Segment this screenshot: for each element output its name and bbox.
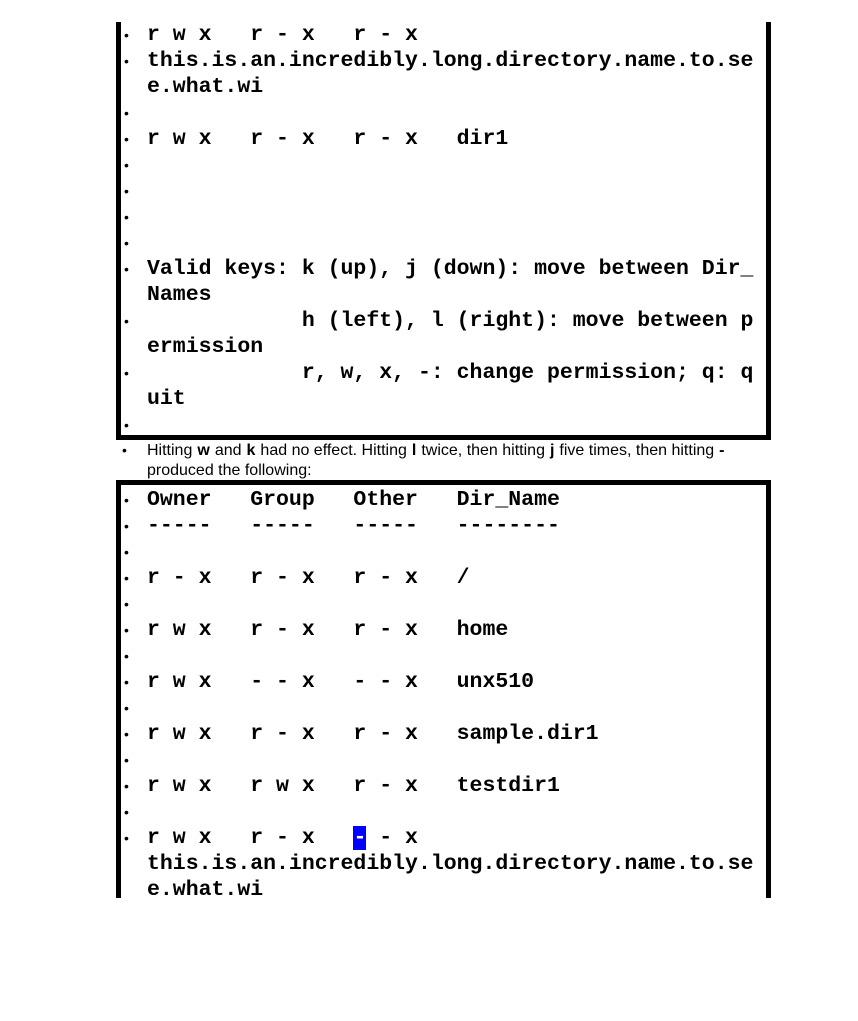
table-row: • r w x r w x r - x testdir1 (121, 773, 766, 799)
table-row: • r w x - - x - - x unx510 (121, 669, 766, 695)
table-row: • r - x r - x r - x / (121, 565, 766, 591)
help-line: • h (left), l (right): move between permission (121, 308, 766, 360)
terminal-line: • r w x r - x r - x dir1 (121, 126, 766, 152)
directory-name: this.is.an.incredibly.long.directory.name.to.see.what.wi (147, 49, 754, 99)
terminal-line (121, 591, 766, 617)
terminal-line (121, 412, 766, 438)
narration-list (116, 441, 756, 480)
key-k: k (246, 442, 256, 459)
terminal-screen-before (116, 22, 771, 440)
table-row: • r w x r - x r - x home (121, 617, 766, 643)
terminal-line (121, 643, 766, 669)
table-row-selected: • r w x r - x - - x this.is.an.incredibly.long.directory.name.to.see.what.wi (121, 825, 766, 903)
key-j: j (549, 442, 555, 459)
terminal-line (121, 539, 766, 565)
terminal-line (121, 799, 766, 825)
table-row: • r w x r - x r - x sample.dir1 (121, 721, 766, 747)
key-dash: - (719, 442, 725, 459)
help-line: • r, w, x, -: change permission; q: quit (121, 360, 766, 412)
key-l: l (411, 442, 417, 459)
directory-name: this.is.an.incredibly.long.directory.name.to.see.what.wi (147, 852, 754, 902)
cursor-highlight: - (353, 826, 367, 850)
table-header: • Owner Group Other Dir_Name (121, 487, 766, 513)
terminal-line (121, 695, 766, 721)
key-w: w (197, 442, 210, 459)
terminal-line (121, 178, 766, 204)
terminal-line (121, 747, 766, 773)
terminal-line (121, 230, 766, 256)
table-header-rule: • ----- ----- ----- -------- (121, 513, 766, 539)
terminal-line (121, 204, 766, 230)
terminal-line: • r w x r - x r - x (121, 22, 766, 48)
terminal-lines (121, 487, 766, 903)
narration-text: • Hitting w and k had no effect. Hitting l twice, then hitting j five times, then hitting -produced the following: (116, 441, 756, 480)
help-line: • Valid keys: k (up), j (down): move between Dir_Names (121, 256, 766, 308)
terminal-lines (121, 22, 766, 438)
terminal-line (121, 100, 766, 126)
terminal-line (121, 152, 766, 178)
terminal-line (121, 48, 766, 100)
terminal-screen-after (116, 480, 771, 902)
